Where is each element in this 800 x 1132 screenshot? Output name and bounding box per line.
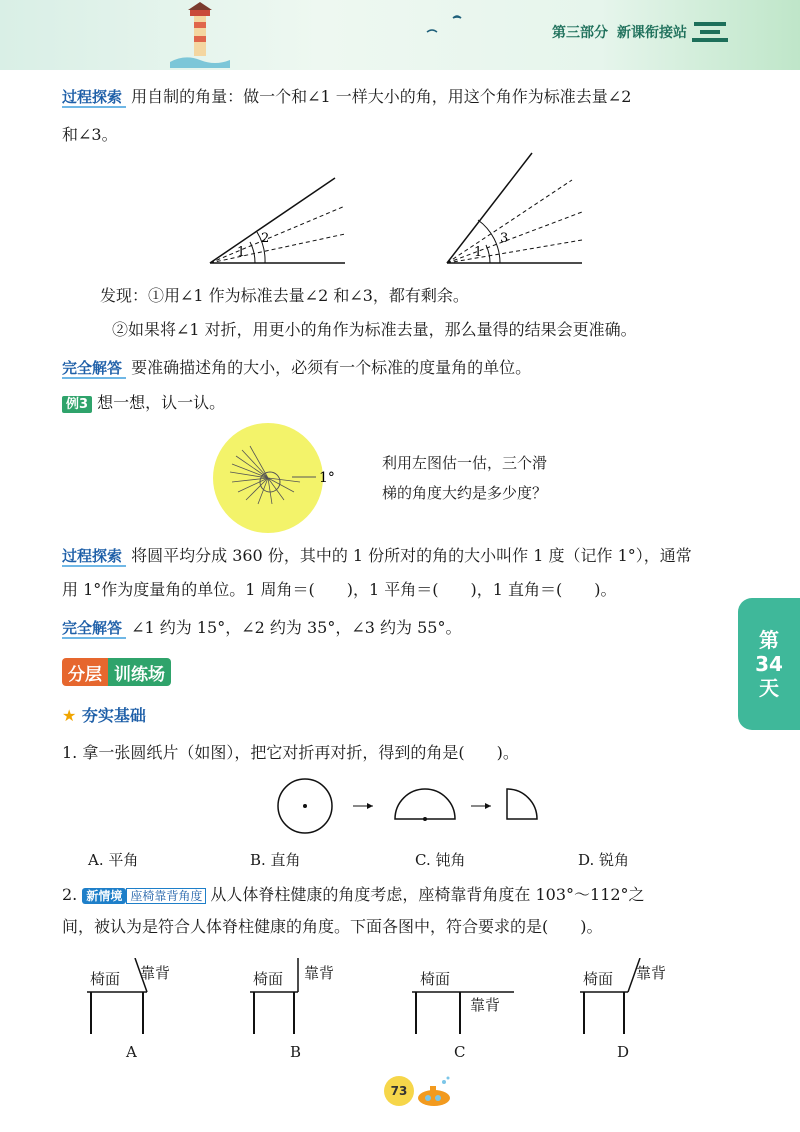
example3-line (62, 392, 225, 416)
finding-line2: ②如果将∠1 对折，用更小的角作为标准去量，那么量得的结果会更准确。 (112, 320, 637, 339)
angle-figure-3 (442, 150, 592, 270)
example3-tag: 例3 (62, 396, 92, 413)
q2-badge-new: 新情境 (82, 888, 126, 904)
star-icon: ★ (62, 706, 77, 725)
q1-text: 1. 拿一张圆纸片（如图），把它对折再对折，得到的角是( )。 (62, 743, 519, 762)
answer1-text: 要准确描述角的大小，必须有一个标准的度量角的单位。 (131, 358, 532, 377)
chair-d-letter: D (617, 1043, 630, 1061)
basics-heading (62, 705, 146, 727)
side-tab-line2: 34 (755, 652, 783, 676)
example3-text: 想一想，认一认。 (97, 393, 226, 412)
explore1-text1: 用自制的角量：做一个和∠1 一样大小的角，用这个角作为标准去量∠2 (131, 87, 632, 106)
training-banner (62, 658, 171, 686)
chair-d-seat-label: 椅面 (583, 970, 614, 988)
answer1-tag: 完全解答 (62, 359, 126, 379)
chair-c-back-label: 靠背 (470, 996, 501, 1014)
explore2-tag: 过程探索 (62, 547, 126, 567)
q1-option-c: C. 钝角 (415, 851, 466, 869)
angle-label-2: 2 (261, 231, 270, 246)
finding-line1: 发现：①用∠1 作为标准去量∠2 和∠3，都有剩余。 (100, 286, 469, 305)
chair-d-back-label: 靠背 (636, 964, 667, 982)
q2-line1 (62, 884, 645, 907)
circle-caption-line1: 利用左图估一估，三个滑 (382, 454, 548, 472)
header-part: 第三部分 (552, 25, 608, 41)
circle-caption-line2: 梯的角度大约是多少度？ (382, 484, 548, 502)
explore2-line2: 用 1°作为度量角的单位。1 周角＝( )，1 平角＝( )，1 直角＝( )。 (62, 580, 617, 599)
q2-badge-topic: 座椅靠背角度 (126, 888, 206, 904)
page-number: 73 (384, 1076, 414, 1106)
angle-label-1: 1 (237, 245, 246, 260)
submarine-icon (414, 1076, 454, 1110)
explore2-text1: 将圆平均分成 360 份，其中的 1 份所对的角的大小叫作 1 度（记作 1°），通常 (131, 546, 692, 565)
angle-label-3: 3 (500, 231, 509, 246)
training-title-a: 分层 (62, 658, 108, 686)
chair-b-seat-label: 椅面 (253, 970, 284, 988)
training-title-b: 训练场 (108, 658, 171, 686)
degree-circle-figure (212, 420, 342, 540)
explore1-tag: 过程探索 (62, 88, 126, 108)
answer2-tag: 完全解答 (62, 619, 126, 639)
q2-number: 2. (62, 885, 78, 904)
q1-option-a: A. 平角 (88, 851, 139, 869)
side-tab-line1: 第 (759, 628, 779, 652)
chair-a-letter: A (126, 1043, 137, 1061)
chair-c-seat-label: 椅面 (420, 970, 451, 988)
q1-option-d: D. 锐角 (578, 851, 630, 869)
angle-figure-2 (205, 150, 355, 270)
header-section: 新课衔接站 (617, 25, 687, 41)
angle-label-1b: 1 (474, 245, 483, 260)
explore2-line1 (62, 545, 692, 567)
chair-a-seat-label: 椅面 (90, 970, 121, 988)
paper-fold-figure (275, 775, 555, 837)
answer2-line (62, 617, 461, 639)
chair-a-back-label: 靠背 (140, 964, 171, 982)
q2-line2: 间，被认为是符合人体脊柱健康的角度。下面各图中，符合要求的是( )。 (62, 917, 603, 936)
degree-label: 1° (319, 470, 335, 486)
explore1-line2: 和∠3。 (62, 125, 118, 144)
explore1-line1 (62, 86, 631, 108)
chair-b-back-label: 靠背 (304, 964, 335, 982)
q1-option-b: B. 直角 (250, 851, 301, 869)
answer2-text: ∠1 约为 15°，∠2 约为 35°，∠3 约为 55°。 (131, 618, 462, 637)
q2-text1: 从人体脊柱健康的角度考虑，座椅靠背角度在 103°～112°之 (210, 885, 645, 904)
answer1-line (62, 357, 531, 379)
basics-title: 夯实基础 (81, 706, 146, 725)
chair-c-letter: C (454, 1043, 466, 1061)
side-tab-line3: 天 (759, 676, 779, 700)
chair-b-letter: B (290, 1043, 302, 1061)
